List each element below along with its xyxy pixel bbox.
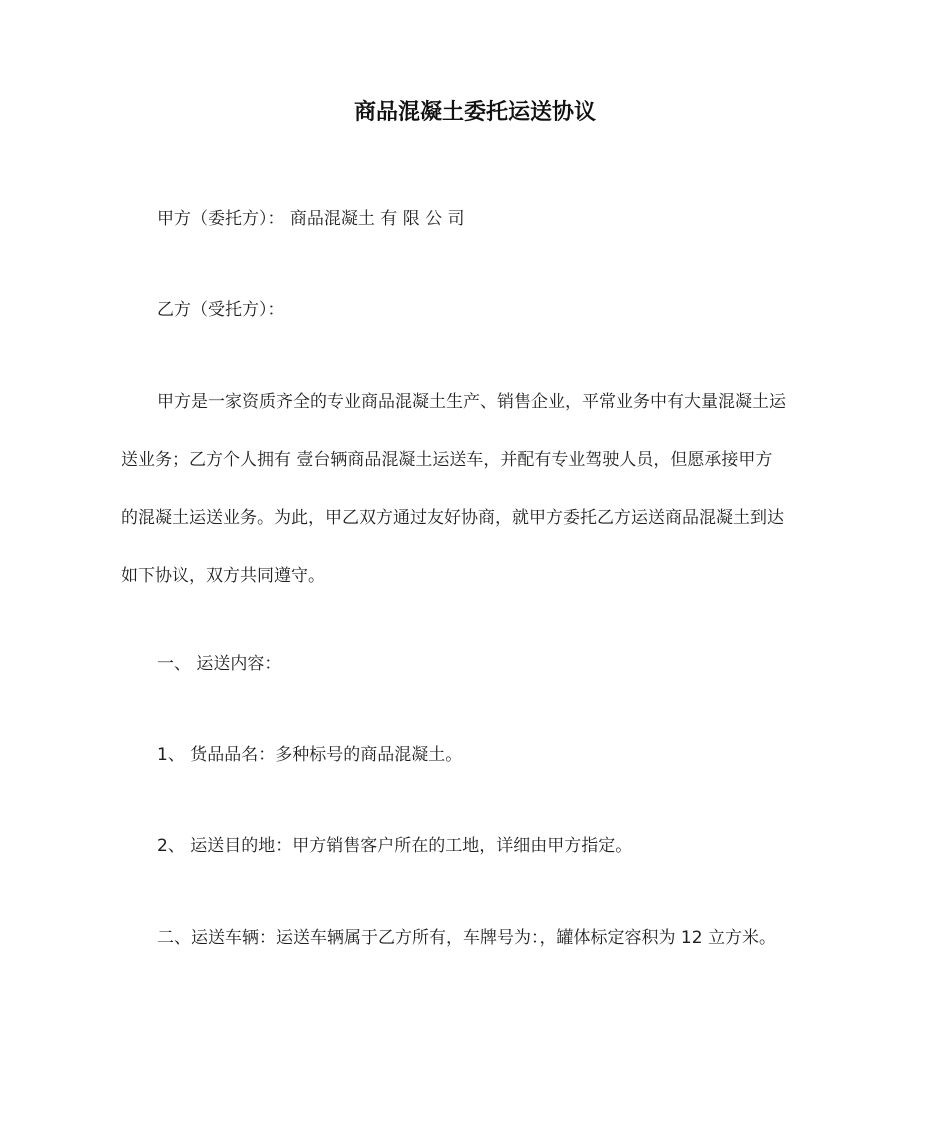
item-2-line: 2、 运送目的地：甲方销售客户所在的工地，详细由甲方指定。 bbox=[157, 836, 633, 856]
intro-line-2: 送业务；乙方个人拥有 壹台辆商品混凝土运送车，并配有专业驾驶人员，但愿承接甲方 bbox=[121, 450, 773, 470]
party-a-line: 甲方（委托方）： 商品混凝土 有 限 公 司 bbox=[157, 209, 465, 229]
party-b-line: 乙方（受托方）： bbox=[157, 300, 285, 320]
section-2-line: 二、运送车辆：运送车辆属于乙方所有，车牌号为：，罐体标定容积为 12 立方米。 bbox=[157, 928, 776, 948]
item-1-line: 1、 货品品名：多种标号的商品混凝土。 bbox=[157, 745, 463, 765]
intro-line-3: 的混凝土运送业务。为此，甲乙双方通过友好协商，就甲方委托乙方运送商品混凝土到达 bbox=[121, 508, 784, 528]
document-title: 商品混凝土委托运送协议 bbox=[353, 100, 596, 125]
intro-line-4: 如下协议，双方共同遵守。 bbox=[121, 566, 325, 586]
intro-line-1: 甲方是一家资质齐全的专业商品混凝土生产、销售企业，平常业务中有大量混凝土运 bbox=[157, 392, 786, 412]
section-1-heading: 一、 运送内容： bbox=[157, 654, 282, 674]
